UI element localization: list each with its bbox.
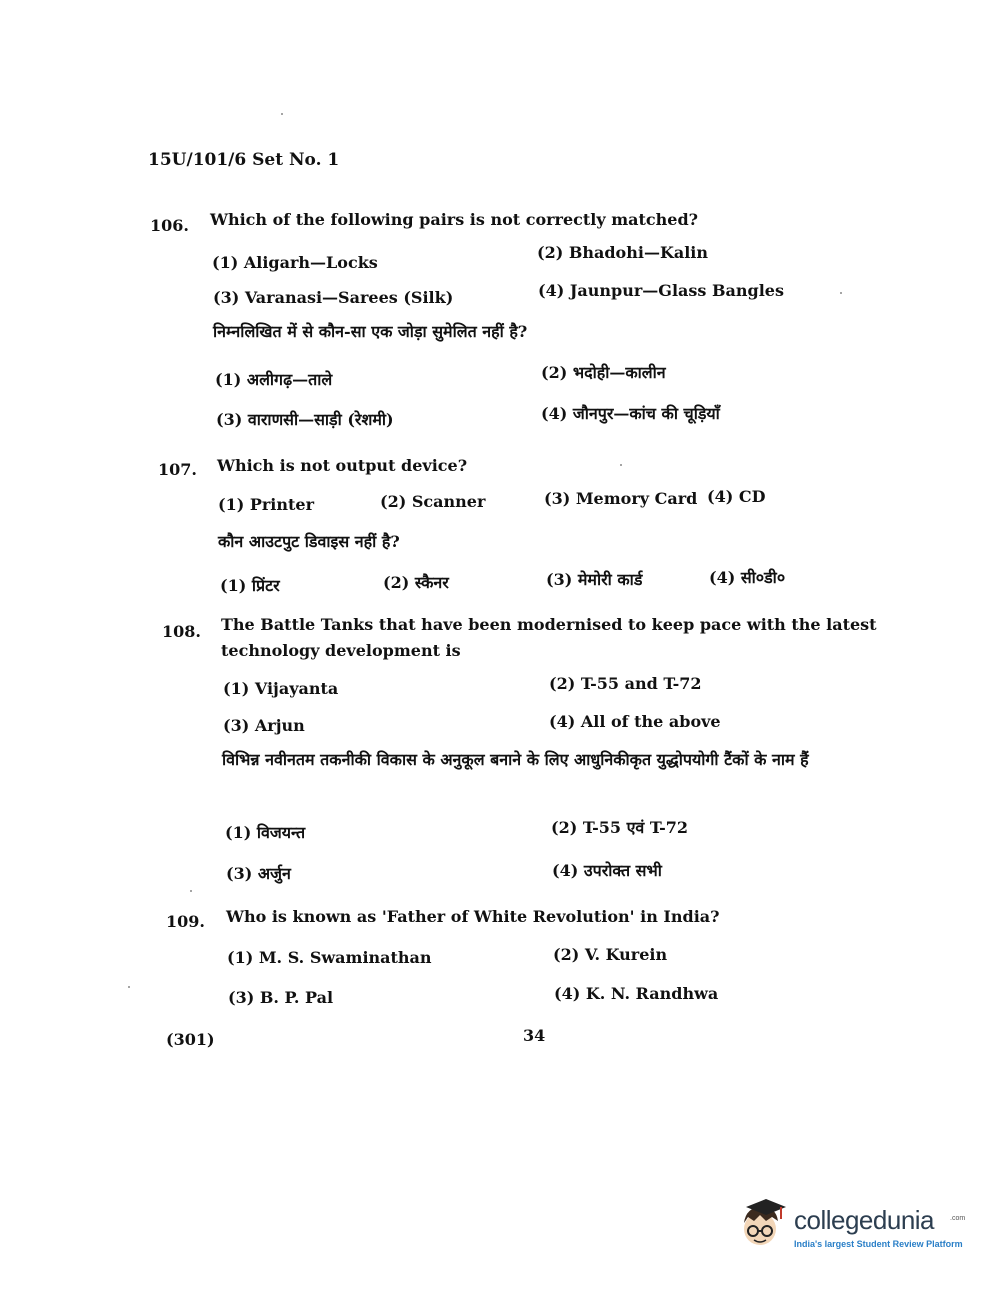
option: (3) Memory Card: [544, 489, 698, 508]
question-text: The Battle Tanks that have been modernised to keep pace with the latest technology development is: [221, 615, 877, 660]
option: (2) Scanner: [380, 492, 486, 511]
paper-code: (301): [166, 1030, 215, 1049]
option: (1) Printer: [218, 495, 315, 514]
option-hindi: (3) मेमोरी कार्ड: [546, 570, 643, 589]
question-text-hindi: विभिन्न नवीनतम तकनीकी विकास के अनुकूल बनाने के लिए आधुनिकीकृत युद्धोपयोगी टैंकों के नाम हैं: [222, 750, 809, 769]
option: (2) T-55 and T-72: [549, 674, 702, 693]
scan-speck: [620, 464, 622, 466]
set-number-header: 15U/101/6 Set No. 1: [148, 150, 340, 170]
option: (4) All of the above: [549, 712, 721, 731]
scan-speck: [281, 113, 283, 115]
question-text-hindi: कौन आउटपुट डिवाइस नहीं है?: [218, 532, 400, 551]
scan-speck: [128, 986, 130, 988]
option: (1) Aligarh—Locks: [212, 253, 378, 272]
question-number: 107.: [158, 460, 197, 479]
option-hindi: (3) वाराणसी—साड़ी (रेशमी): [216, 410, 394, 429]
question-text-hindi: निम्नलिखित में से कौन-सा एक जोड़ा सुमेलित नहीं है?: [213, 322, 528, 341]
option-hindi: (1) विजयन्त: [225, 823, 306, 842]
option: (2) Bhadohi—Kalin: [537, 243, 708, 262]
option-hindi: (1) प्रिंटर: [220, 576, 280, 595]
option: (3) Varanasi—Sarees (Silk): [213, 288, 454, 307]
question-number: 106.: [150, 216, 189, 235]
option: (1) Vijayanta: [223, 679, 339, 698]
collegedunia-logo: [736, 1195, 966, 1265]
scan-speck: [190, 890, 192, 892]
option-hindi: (2) भदोही—कालीन: [541, 363, 666, 382]
question-number: 109.: [166, 912, 205, 931]
page-number: 34: [523, 1026, 546, 1045]
option-hindi: (4) सी०डी०: [709, 568, 786, 587]
question-text: Which of the following pairs is not correctly matched?: [210, 210, 699, 229]
option-hindi: (4) जौनपुर—कांच की चूड़ियाँ: [541, 404, 720, 423]
option: (4) Jaunpur—Glass Bangles: [538, 281, 784, 300]
question-text: Which is not output device?: [217, 456, 468, 475]
question-number: 108.: [162, 622, 201, 641]
logo-tagline: India's largest Student Review Platform: [794, 1239, 963, 1249]
option: (3) B. P. Pal: [228, 988, 334, 1007]
option-hindi: (1) अलीगढ़—ताले: [215, 370, 333, 389]
logo-suffix: .com: [950, 1215, 966, 1222]
question-text: Who is known as 'Father of White Revolution' in India?: [226, 907, 720, 926]
option: (2) V. Kurein: [553, 945, 668, 964]
option: (1) M. S. Swaminathan: [227, 948, 432, 967]
option-hindi: (2) स्कैनर: [383, 573, 449, 592]
option-hindi: (2) T-55 एवं T-72: [551, 818, 689, 837]
scan-speck: [840, 292, 842, 294]
option: (4) CD: [707, 487, 766, 506]
mascot-icon: [736, 1195, 792, 1261]
option-hindi: (3) अर्जुन: [226, 864, 291, 883]
logo-wordmark: collegedunia: [794, 1205, 935, 1235]
option: (3) Arjun: [223, 716, 305, 735]
option: (4) K. N. Randhwa: [554, 984, 719, 1003]
option-hindi: (4) उपरोक्त सभी: [552, 861, 662, 880]
